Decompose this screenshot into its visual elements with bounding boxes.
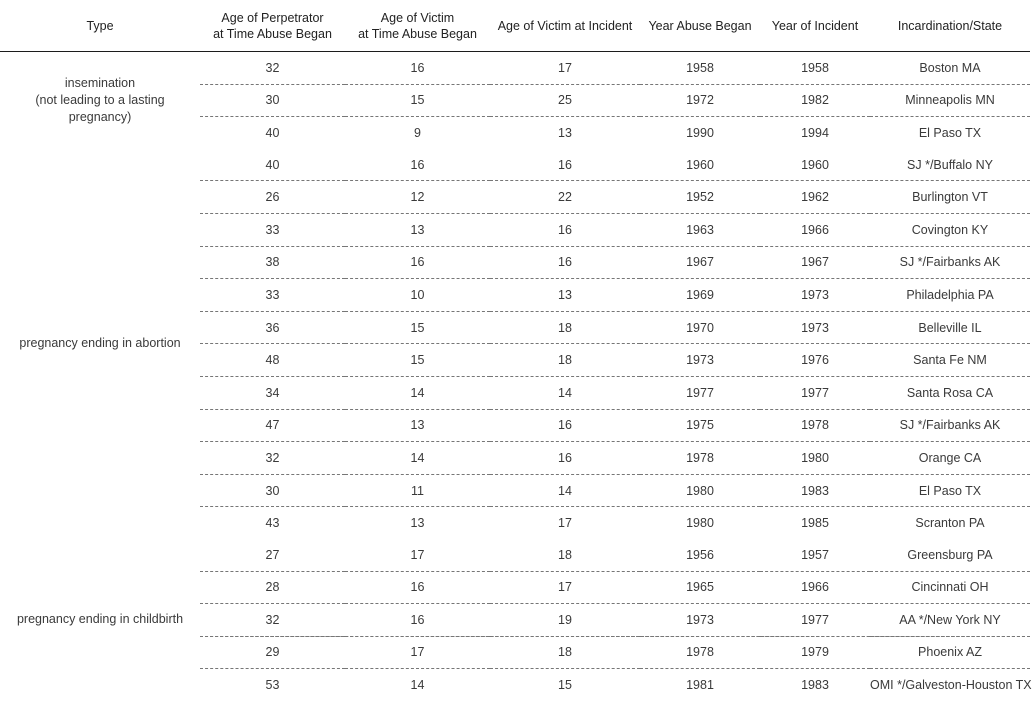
cell-year_incident: 1962 [760,181,870,214]
cell-incardination: Philadelphia PA [870,279,1030,312]
header-row [0,0,1030,52]
cell-year_incident: 1979 [760,636,870,669]
group-type-label [0,539,200,701]
cell-age_perp: 53 [265,678,280,693]
group-type-label-line: (not leading to a lasting pregnancy) [35,92,165,124]
cell-incardination: Cincinnati OH [870,571,1030,604]
column-header-line: Age of Victim [380,10,455,25]
group-type-label [0,52,200,149]
cell-age_victim: 17 [345,636,490,669]
column-header-line: at Time Abuse Began [358,26,477,41]
cell-age_perp: 47 [200,409,345,442]
cell-year_incident: 1978 [760,409,870,442]
cell-incardination: AA */New York NY [870,604,1030,637]
cell-year_incident: 1966 [760,571,870,604]
cell-age_incident: 17 [558,516,572,531]
cell-year_began: 1956 [640,539,760,571]
cell-year_incident: 1977 [760,376,870,409]
cell-year_began: 1975 [640,409,760,442]
column-header-age_perp [200,0,345,52]
cell-incardination: Boston MA [870,52,1030,85]
cell-age_perp: 36 [200,311,345,344]
cell-year_began: 1973 [640,344,760,377]
cell-year_began: 1960 [640,149,760,181]
column-header-line: Year Abuse Began [648,18,752,33]
cell-age_perp: 34 [200,376,345,409]
column-header-line: Type [86,18,114,33]
cell-age_victim: 13 [345,409,490,442]
cell-age_perp: 27 [200,539,345,571]
column-header-line: Year of Incident [771,18,859,33]
cell-year_incident: 1976 [760,344,870,377]
column-header-age_victim [345,0,490,52]
cell-year_began: 1958 [640,52,760,85]
cell-incardination: OMI */Galveston-Houston TX [870,678,1032,693]
cell-age_perp: 32 [200,604,345,637]
cell-year_began: 1980 [640,474,760,507]
cell-year_incident: 1982 [760,84,870,117]
cell-age_incident: 18 [490,539,640,571]
table-row [0,52,1030,85]
column-header-type [0,0,200,52]
cell-incardination: SJ */Fairbanks AK [870,409,1030,442]
cell-age_incident: 14 [490,474,640,507]
column-header-year_began [640,0,760,52]
cell-age_perp: 33 [200,213,345,246]
cell-year_incident: 1957 [760,539,870,571]
cell-age_victim: 11 [345,474,490,507]
cell-age_victim: 15 [345,344,490,377]
cell-year_began: 1973 [640,604,760,637]
group-type-label-line: insemination [64,75,136,90]
cell-incardination: SJ */Fairbanks AK [870,246,1030,279]
cell-incardination: Greensburg PA [870,539,1030,571]
table-row [0,149,1030,181]
cell-age_victim: 15 [345,84,490,117]
cell-age_incident: 19 [490,604,640,637]
cell-year_incident: 1960 [760,149,870,181]
cell-year_incident: 1966 [760,213,870,246]
cell-age_incident: 18 [490,636,640,669]
cell-age_victim: 16 [345,604,490,637]
cell-incardination: Covington KY [870,213,1030,246]
cell-year_began: 1980 [686,516,714,531]
cell-age_victim: 10 [345,279,490,312]
column-header-year_incident [760,0,870,52]
cell-age_incident: 16 [490,213,640,246]
cell-age_perp: 40 [200,149,345,181]
table-body [0,52,1030,701]
column-header-line: Age of Victim at Incident [497,18,633,33]
cell-age_incident: 22 [490,181,640,214]
column-header-line: Incardination/State [897,18,1003,33]
cell-age_perp: 33 [200,279,345,312]
cell-age_victim: 16 [345,246,490,279]
cell-age_incident: 17 [490,52,640,85]
cell-age_victim: 13 [410,516,425,531]
cell-incardination: Scranton PA [915,516,985,531]
cell-year_incident: 1967 [760,246,870,279]
cell-age_incident: 14 [490,376,640,409]
cell-age_perp: 30 [200,474,345,507]
cell-age_perp: 40 [265,125,280,140]
cell-year_incident: 1958 [760,52,870,85]
cell-age_perp: 48 [200,344,345,377]
cell-age_victim: 14 [410,678,425,693]
cell-year_began: 1965 [640,571,760,604]
cell-age_victim: 9 [414,125,421,140]
bottom-clipped-separator [200,636,1030,637]
column-header-line: at Time Abuse Began [213,26,332,41]
table-row [0,539,1030,571]
cell-incardination: Orange CA [870,442,1030,475]
table-header [0,0,1030,52]
column-header-line: Age of Perpetrator [221,10,324,25]
column-header-age_incident [490,0,640,52]
group-type-label-line: pregnancy ending in abortion [19,336,181,351]
cell-year_began: 1967 [640,246,760,279]
cell-age_victim: 12 [345,181,490,214]
cell-incardination: Phoenix AZ [870,636,1030,669]
cell-age_perp: 30 [200,84,345,117]
cell-age_perp: 28 [200,571,345,604]
cell-age_incident: 15 [558,678,572,693]
cell-age_perp: 32 [200,52,345,85]
cell-age_victim: 16 [345,52,490,85]
cell-age_victim: 15 [345,311,490,344]
cell-year_began: 1977 [640,376,760,409]
cell-age_perp: 26 [200,181,345,214]
cell-age_incident: 13 [490,279,640,312]
cell-incardination: Belleville IL [870,311,1030,344]
cell-year_began: 1972 [640,84,760,117]
cell-age_incident: 18 [490,344,640,377]
cell-age_incident: 13 [558,125,572,140]
cell-year_incident: 1980 [760,442,870,475]
cell-year_incident: 1994 [801,125,829,140]
group-type-label-line: pregnancy ending in childbirth [16,612,184,627]
cell-age_victim: 13 [345,213,490,246]
cell-incardination: Santa Fe NM [870,344,1030,377]
cell-year_incident: 1983 [801,678,829,693]
cell-age_perp: 43 [265,516,280,531]
cell-incardination: Minneapolis MN [870,84,1030,117]
cell-age_victim: 14 [345,376,490,409]
cell-age_perp: 32 [200,442,345,475]
cell-age_victim: 16 [345,571,490,604]
cell-year_began: 1963 [640,213,760,246]
cell-age_perp: 38 [200,246,345,279]
cell-age_incident: 16 [490,149,640,181]
cell-incardination: El Paso TX [870,474,1030,507]
cell-year_incident: 1973 [760,311,870,344]
cell-year_incident: 1985 [801,516,829,531]
cell-year_began: 1970 [640,311,760,344]
cell-year_incident: 1977 [760,604,870,637]
cell-age_incident: 16 [490,442,640,475]
cell-year_incident: 1983 [760,474,870,507]
cell-year_began: 1990 [686,125,714,140]
cell-year_began: 1981 [686,678,714,693]
column-header-incardination [870,0,1030,52]
cell-incardination: SJ */Buffalo NY [870,149,1030,181]
cell-year_began: 1952 [640,181,760,214]
cell-year_began: 1978 [640,636,760,669]
cell-age_victim: 16 [345,149,490,181]
cell-age_incident: 16 [490,409,640,442]
cell-year_began: 1969 [640,279,760,312]
cell-age_perp: 29 [200,636,345,669]
cell-age_incident: 18 [490,311,640,344]
cell-year_began: 1978 [640,442,760,475]
cell-incardination: Burlington VT [870,181,1030,214]
cell-age_victim: 14 [345,442,490,475]
cell-age_victim: 17 [345,539,490,571]
cell-incardination: El Paso TX [918,125,982,140]
cell-age_incident: 17 [490,571,640,604]
cell-age_incident: 16 [490,246,640,279]
cell-age_incident: 25 [490,84,640,117]
cell-year_incident: 1973 [760,279,870,312]
cell-incardination: Santa Rosa CA [870,376,1030,409]
group-type-label [0,149,200,539]
